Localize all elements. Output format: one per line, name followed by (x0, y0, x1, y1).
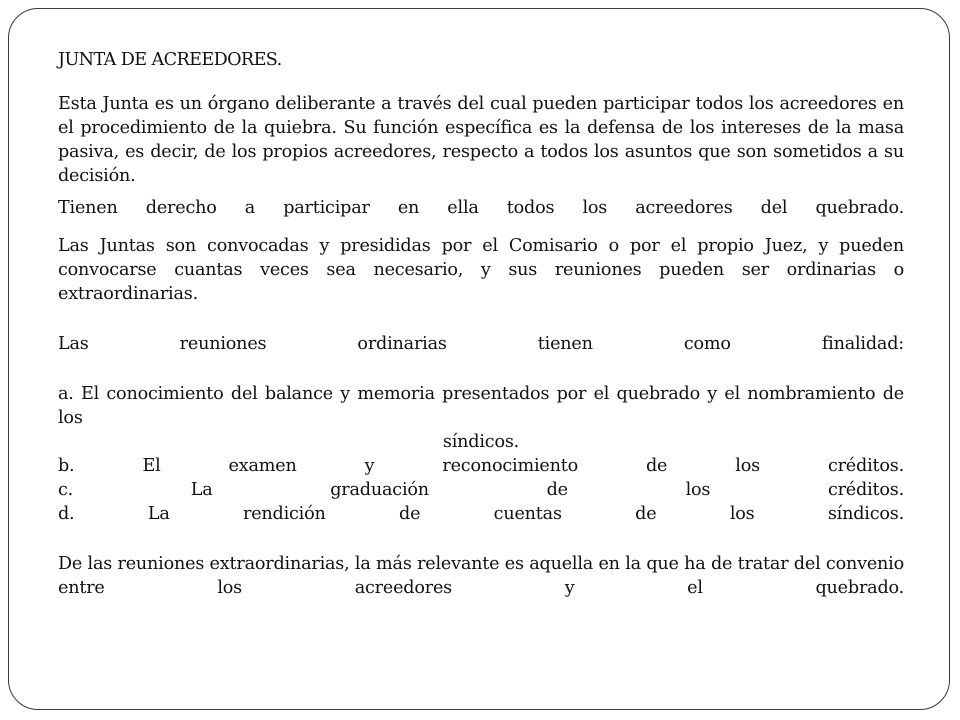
list-item-b: b. El examen y reconocimiento de los créditos. (58, 456, 904, 476)
paragraph-definition: Esta Junta es un órgano deliberante a través del cual pueden participar todos los acreedores en el procedimiento de la quiebra. Su función específica es la defensa de los intereses de la masa pasiva, es decir, de los propios acreedores, respecto a todos los asuntos que son sometidos a su decisión. (58, 94, 904, 186)
paragraph-ordinary-meetings: Las reuniones ordinarias tienen como finalidad: (58, 334, 904, 354)
list-item-a-continuation: síndicos. (442, 432, 520, 452)
list-item-a: a. El conocimiento del balance y memoria presentados por el quebrado y el nombramiento de los (58, 384, 904, 428)
slide-title: JUNTA DE ACREEDORES. (58, 50, 282, 70)
list-item-c: c. La graduación de los créditos. (58, 480, 904, 500)
ordinary-purposes-list (58, 382, 904, 526)
list-item-d: d. La rendición de cuentas de los síndicos. (58, 504, 904, 524)
paragraph-extraordinary-meetings: De las reuniones extraordinarias, la más relevante es aquella en la que ha de tratar del convenio entre los acreedores y el quebrado. (58, 554, 904, 598)
paragraph-convocation: Las Juntas son convocadas y presididas por el Comisario o por el propio Juez, y pueden convocarse cuantas veces sea necesario, y sus reuniones pueden ser ordinarias o extraordinarias. (58, 236, 904, 304)
paragraph-participation: Tienen derecho a participar en ella todos los acreedores del quebrado. (58, 198, 904, 218)
slide-content (58, 48, 904, 600)
